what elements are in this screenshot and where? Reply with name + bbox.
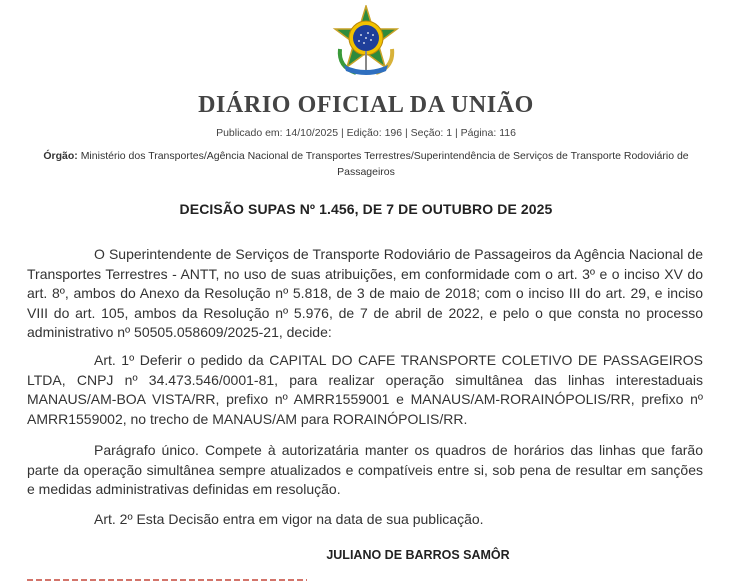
orgao-value: Ministério dos Transportes/Agência Nacional de Transportes Terrestres/Superintendência de Serviços de Transporte Rodoviário de Passageiros xyxy=(80,150,689,178)
preamble-paragraph: O Superintendente de Serviços de Transporte Rodoviário de Passageiros da Agência Nacional de Transportes Terrestres - ANTT, no uso de suas atribuições, em conformidade com o art. 3º e o inciso XV do art. 8º, ambos do Anexo da Resolução nº 5.818, de 3 de maio de 2018; com o inciso III do art. 29, e inciso VIII do art. 105, ambos da Resolução nº 5.976, de 7 de abril de 2022, e pelo o que consta no processo administrativo nº 50505.058609/2025-21, decide: xyxy=(27,246,703,340)
article-1-paragraph: Art. 1º Deferir o pedido da CAPITAL DO CAFE TRANSPORTE COLETIVO DE PASSAGEIROS LTDA, CNPJ nº 34.473.546/0001-81, para realizar operação simultânea das linhas interestaduais MANAUS/AM-BOA VISTA/RR, prefixo nº AMRR1559001 e MANAUS/AM-RORAINÓPOLIS/RR, prefixo nº AMRR1559002, no trecho de MANAUS/AM para RORAINÓPOLIS/RR. xyxy=(27,352,703,427)
cut-off-line xyxy=(27,576,307,582)
orgao-label: Órgão: xyxy=(43,150,78,162)
publication-title: DIÁRIO OFICIAL DA UNIÃO xyxy=(198,92,534,118)
decision-heading: DECISÃO SUPAS Nº 1.456, DE 7 DE OUTUBRO DE 2025 xyxy=(179,201,553,217)
brazil-coat-of-arms-icon xyxy=(330,5,402,77)
article-2-paragraph: Art. 2º Esta Decisão entra em vigor na data de sua publicação. xyxy=(94,511,484,527)
signatory-name: JULIANO DE BARROS SAMÔR xyxy=(326,548,510,562)
orgao-line xyxy=(40,148,692,180)
sole-paragraph: Parágrafo único. Compete à autorizatária manter os quadros de horários das linhas que farão parte da operação simultânea sempre atualizados e compatíveis entre si, sob pena de resultar em sanções e medidas administrativas definidas em resolução. xyxy=(27,442,703,497)
publication-meta: Publicado em: 14/10/2025 | Edição: 196 | Seção: 1 | Página: 116 xyxy=(216,127,516,139)
